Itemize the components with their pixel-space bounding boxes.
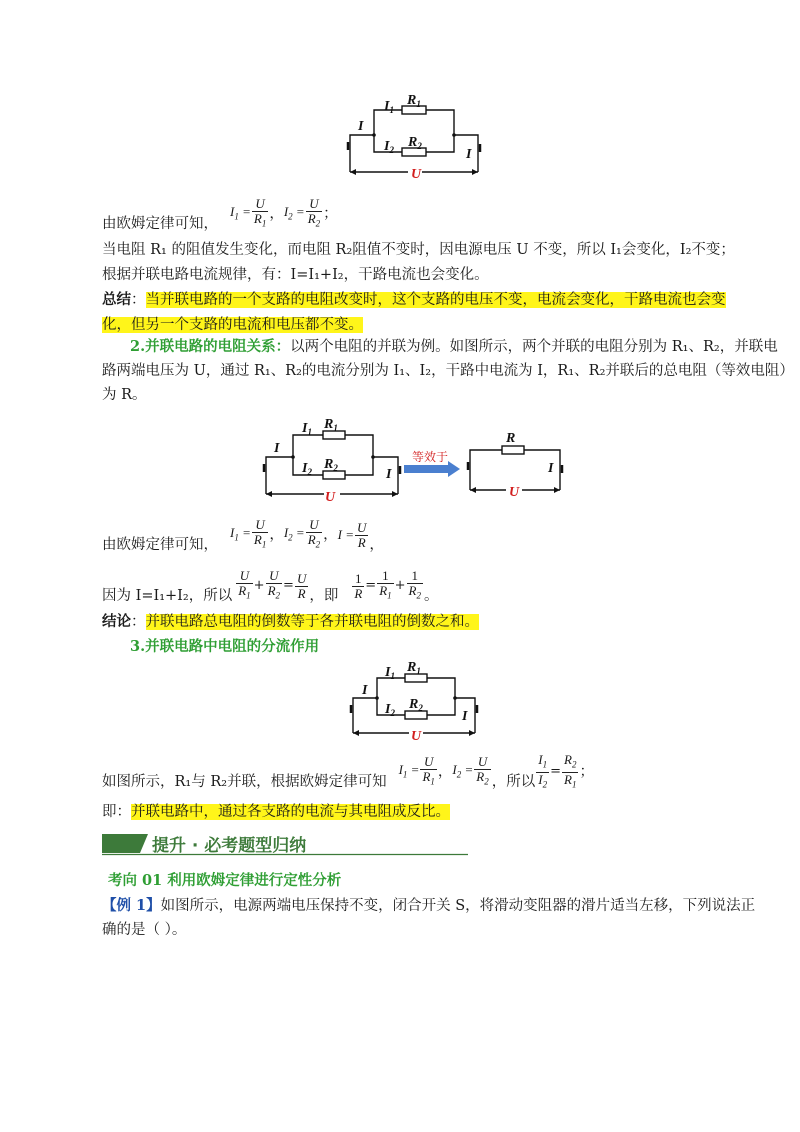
- parallel-circuit-diagram-3: [345, 657, 485, 745]
- ohm-law-line-1: 由欧姆定律可知， $I_1$ = $\frac{U}{R_1}$ ， $I_2$ = $\frac{U}{R_2}$ ；: [102, 196, 338, 232]
- r1-label: $R_1$: [407, 93, 421, 109]
- resistance-relation-line-1: 2.并联电路的电阻关系：以两个电阻的并联为例。如图所示，两个并联的电阻分别为 R₁、R₂，并联电: [130, 338, 778, 355]
- summary-line-1: 总结：当并联电路的一个支路的电阻改变时，这个支路的电压不变，电流会变化，干路电流也会变: [102, 291, 726, 308]
- svg-text:I: I: [386, 467, 392, 482]
- shunt-formula-line: 如图所示，R₁与 R₂并联，根据欧姆定律可知 $I_1$ = $\frac{U}{R_1}$ ， $I_2$ = $\frac{U}{R_2}$ ，所以 $\frac{I_1}{I_2}$ = $\frac{R_2}{R_1}$ ；: [102, 751, 594, 790]
- section-banner: [102, 830, 468, 857]
- svg-text:I1: $I_1$: [302, 421, 312, 437]
- topic-heading: 考向 01 利用欧姆定律进行定性分析: [108, 872, 342, 889]
- equivalent-circuit-diagram: [462, 428, 567, 498]
- svg-text:I: I: [362, 683, 368, 698]
- i1-label: $I_1$: [384, 99, 394, 115]
- eq-u-label: U: [509, 485, 520, 498]
- eq-i-label: I: [548, 461, 554, 476]
- svg-text:I2: $I_2$: [385, 702, 395, 718]
- i-label-right: I: [466, 147, 472, 162]
- svg-text:I: I: [462, 709, 468, 724]
- resistance-change-text: 当电阻 R₁ 的阻值发生变化，而电阻 R₂阻值不变时，因电源电压 U 不变，所以 I₁会变化，I₂不变；: [102, 242, 735, 258]
- banner-title: 提升 · 必考题型归纳: [152, 836, 307, 856]
- eq-r-label: R: [506, 431, 516, 446]
- parallel-circuit-diagram-1: [340, 92, 490, 184]
- ohm-law-line-2: 由欧姆定律可知， $I_1$ = $\frac{U}{R_1}$ ， $I_2$ = $\frac{U}{R_2}$ ， I = $\frac{U}{R}$ ，: [102, 517, 384, 553]
- shunt-conclusion: 即：并联电路中，通过各支路的电流与其电阻成反比。: [102, 804, 450, 820]
- svg-text:R1: $R_1$: [407, 660, 421, 676]
- svg-text:I1: $I_1$: [385, 665, 395, 681]
- svg-text:R2: $R_2$: [409, 697, 423, 713]
- resistance-relation-line-3: 为 R。: [102, 387, 147, 403]
- total-resistance-derivation: 因为 I=I₁+I₂，所以 $\frac{U}{R_1}$ + $\frac{U}{R_2}$ = $\frac{U}{R}$ ，即 $\frac{1}{R}$ = $\frac{1}{R_1}$ + $\frac{1}{R_2}$ 。: [102, 568, 439, 604]
- i2-label: $I_2$: [384, 139, 394, 155]
- summary-line-2: 化，但另一个支路的电流和电压都不变。: [102, 317, 363, 333]
- example-label: 【例 1】: [102, 897, 161, 914]
- u-label: U: [411, 167, 422, 182]
- resistance-relation-line-2: 路两端电压为 U，通过 R₁、R₂的电流分别为 I₁、I₂，干路中电流为 I，R₁、R₂并联后的总电阻（等效电阻）: [102, 363, 794, 379]
- shunt-heading: 3.并联电路中电阻的分流作用: [130, 638, 320, 655]
- example-line-1: 【例 1】如图所示，电源两端电压保持不变，闭合开关 S，将滑动变阻器的滑片适当左移，下列说法正: [102, 897, 756, 914]
- r2-label: $R_2$: [408, 135, 422, 151]
- i-label-left: I: [358, 119, 364, 134]
- svg-text:R1: $R_1$: [324, 417, 338, 433]
- parallel-circuit-diagram-2: [258, 410, 403, 505]
- svg-text:I: I: [274, 441, 280, 456]
- right-arrow-icon: [404, 461, 464, 485]
- equivalent-arrow: [404, 449, 460, 471]
- svg-text:U: U: [411, 729, 422, 744]
- conclusion-line: 结论：并联电路总电阻的倒数等于各并联电阻的倒数之和。: [102, 613, 479, 630]
- example-line-2: 确的是（ ）。: [102, 922, 187, 938]
- svg-text:U: U: [325, 490, 336, 505]
- current-law-text: 根据并联电路电流规律，有：I=I₁+I₂，干路电流也会变化。: [102, 267, 489, 283]
- svg-text:R2: $R_2$: [324, 457, 338, 473]
- svg-text:I2: $I_2$: [302, 461, 312, 477]
- equivalent-label: 等效于: [412, 450, 449, 464]
